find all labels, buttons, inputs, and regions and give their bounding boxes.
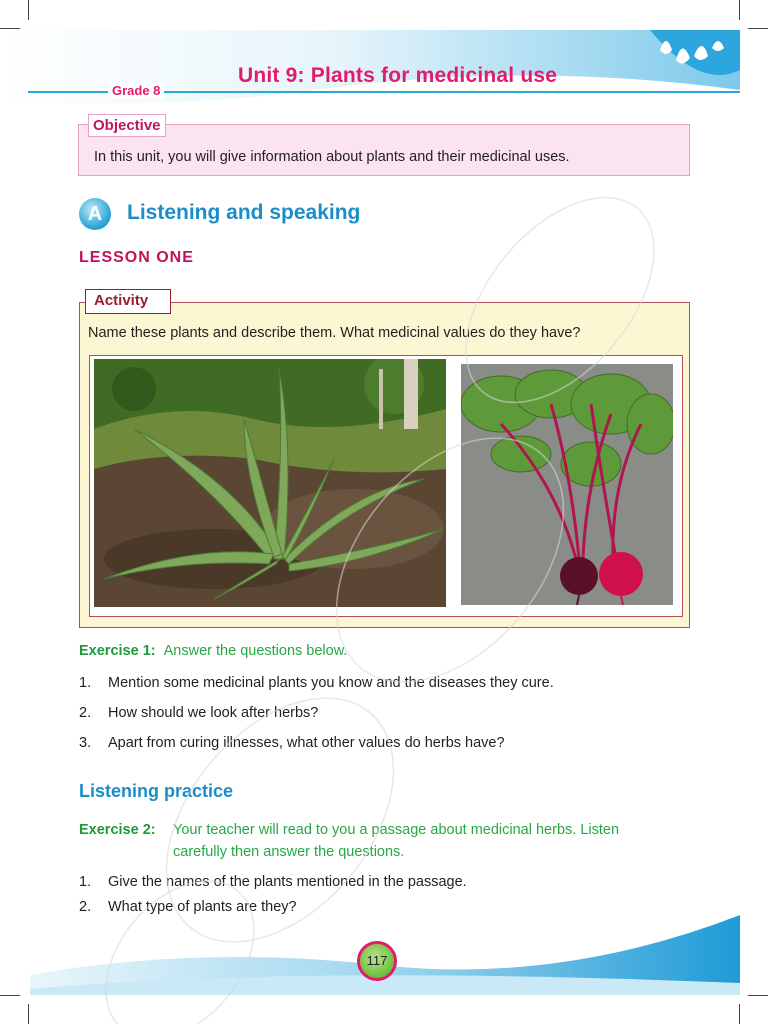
activity-label: Activity xyxy=(85,289,171,314)
aloe-vera-photo xyxy=(94,359,446,607)
exercise2-label: Exercise 2: xyxy=(79,822,156,838)
page-number-badge: 117 xyxy=(357,941,397,981)
exercise1-question: Mention some medicinal plants you know and the diseases they cure. xyxy=(108,675,554,691)
objective-text: In this unit, you will give information about plants and their medicinal uses. xyxy=(94,149,570,165)
exercise1-instruction: Answer the questions below. xyxy=(163,643,348,659)
question-number: 3. xyxy=(79,735,92,751)
crop-mark xyxy=(28,1004,29,1024)
exercise1-heading xyxy=(79,643,347,659)
section-title: Listening and speaking xyxy=(127,201,361,224)
listening-practice-heading: Listening practice xyxy=(79,781,234,801)
section-letter-badge: A xyxy=(79,198,111,230)
objective-label: Objective xyxy=(88,114,166,137)
exercise2-question: What type of plants are they? xyxy=(108,899,297,915)
question-number: 2. xyxy=(79,899,92,915)
unit-title: Unit 9: Plants for medicinal use xyxy=(238,64,558,87)
grade-label: Grade 8 xyxy=(108,83,164,98)
activity-text: Name these plants and describe them. What medicinal values do they have? xyxy=(88,325,581,341)
question-number: 1. xyxy=(79,874,92,890)
exercise2-heading xyxy=(79,822,156,838)
exercise1-question: How should we look after herbs? xyxy=(108,705,319,721)
question-number: 2. xyxy=(79,705,92,721)
exercise2-instruction-line1: Your teacher will read to you a passage about medicinal herbs. Listen xyxy=(173,822,620,838)
question-number: 1. xyxy=(79,675,92,691)
exercise2-question: Give the names of the plants mentioned in the passage. xyxy=(108,874,467,890)
crop-mark xyxy=(739,1004,740,1024)
beetroot-photo xyxy=(461,364,673,605)
lesson-heading: LESSON ONE xyxy=(79,249,194,266)
exercise1-label: Exercise 1: xyxy=(79,643,156,659)
exercise2-instruction-line2: carefully then answer the questions. xyxy=(173,844,405,860)
exercise1-question: Apart from curing illnesses, what other values do herbs have? xyxy=(108,735,505,751)
